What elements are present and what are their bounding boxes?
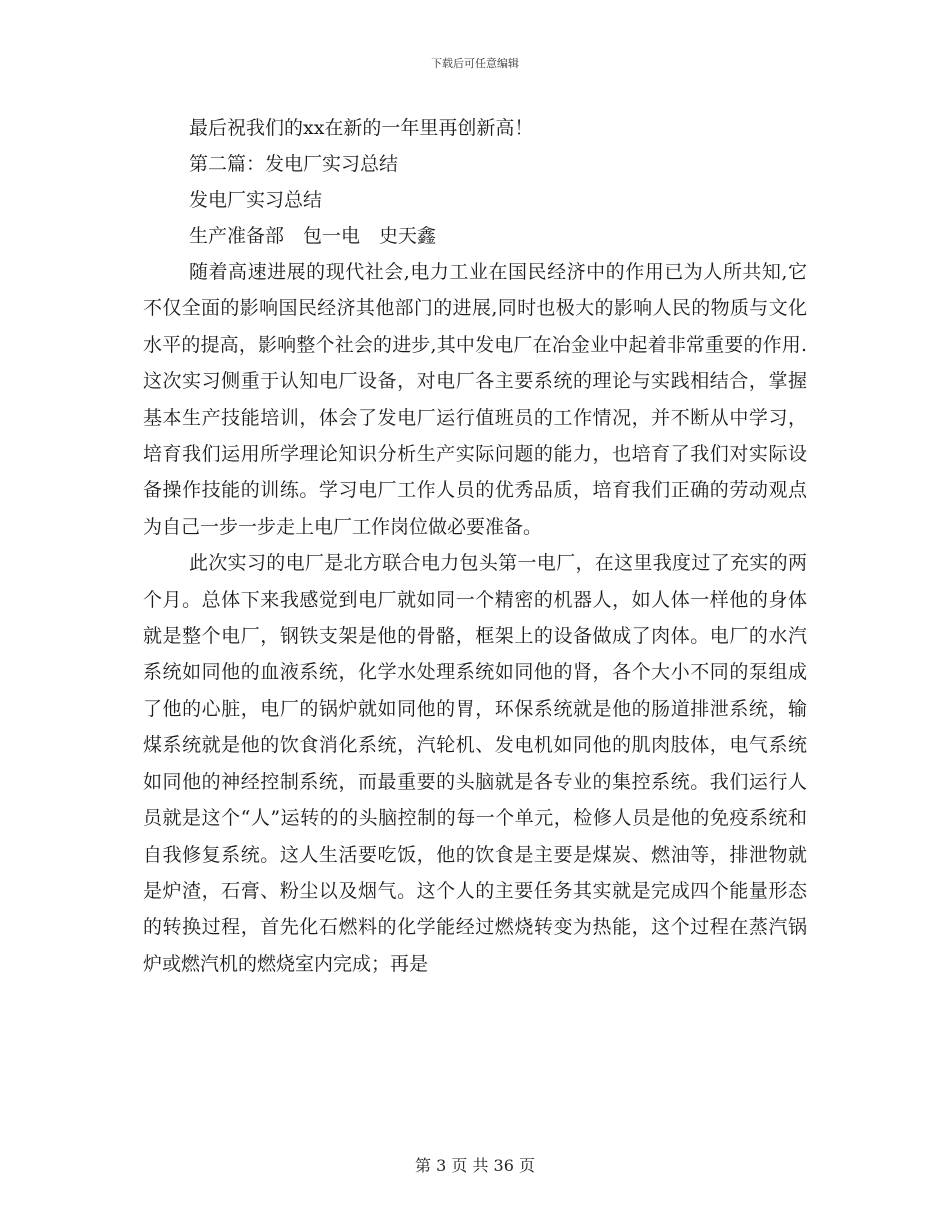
closing-line: 最后祝我们的xx在新的一年里再创新高！ <box>189 117 534 139</box>
author-line: 生产准备部 包一电 史天鑫 <box>189 225 437 247</box>
paragraph-plant: 此次实习的电厂是北方联合电力包头第一电厂，在这里我度过了充实的两个月。总体下来我感觉到电厂就如同一个精密的机器人，如人体一样他的身体就是整个电厂，钢铁支架是他的骨骼，框架上的设备做成了肉体。电厂的水汽系统如同他的血液系统，化学水处理系统如同他的肾，各个大小不同的泵组成了他的心脏，电厂的锅炉就如同他的胃，环保系统就是他的肠道排泄系统，输煤系统就是他的饮食消化系统，汽轮机、发电机如同他的肌肉肢体，电气系统如同他的神经控制系统，而最重要的头脑就是各专业的集控系统。我们运行人员就是这个“人”运转的的头脑控制的每一个单元，检修人员是他的免疫系统和自我修复系统。这人生活要吃饭，他的饮食是主要是煤炭、燃油等，排泄物就是炉渣，石膏、粉尘以及烟气。这个人的主要任务其实就是完成四个能量形态的转换过程，首先化石燃料的化学能经过燃烧转变为热能，这个过程在蒸汽锅炉或燃汽机的燃烧室内完成；再是 <box>143 552 807 975</box>
paragraph-intro: 随着高速进展的现代社会,电力工业在国民经济中的作用已为人所共知,它不仅全面的影响国民经济其他部门的进展,同时也极大的影响人民的物质与文化水平的提高，影响整个社会的进步,其中发电厂在冶金业中起着非常重要的作用.这次实习侧重于认知电厂设备，对电厂各主要系统的理论与实践相结合，掌握基本生产技能培训，体会了发电厂运行值班员的工作情况，并不断从中学习，培育我们运用所学理论知识分析生产实际问题的能力，也培育了我们对实际设备操作技能的训练。学习电厂工作人员的优秀品质，培育我们正确的劳动观点为自己一步一步走上电厂工作岗位做必要准备。 <box>143 261 807 538</box>
section-heading: 第二篇：发电厂实习总结 <box>189 153 399 175</box>
document-body <box>143 110 807 982</box>
page-number: 第 3 页 共 36 页 <box>415 1156 535 1175</box>
document-title: 发电厂实习总结 <box>189 189 323 211</box>
page-header-note: 下载后可任意编辑 <box>431 57 519 70</box>
